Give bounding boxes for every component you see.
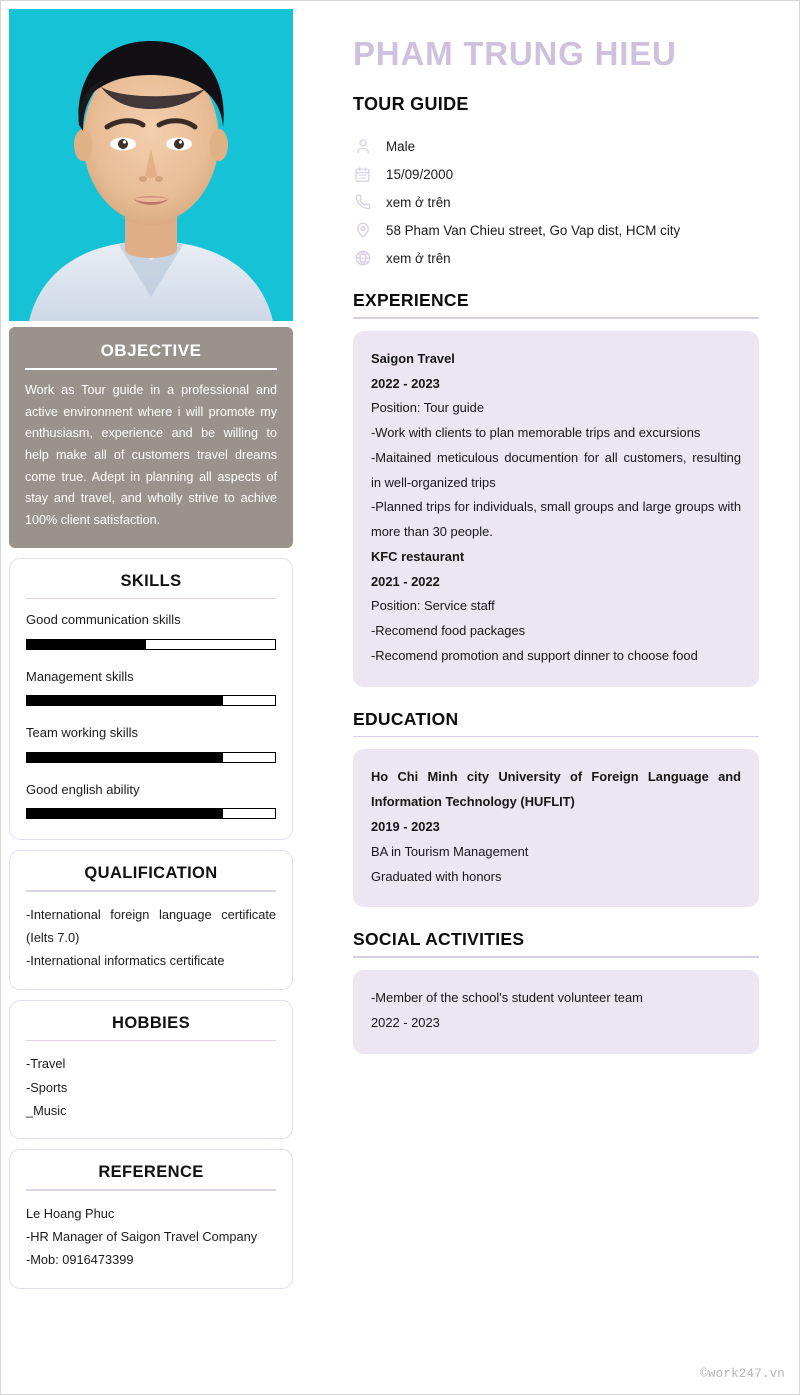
skill-progress-bar <box>26 808 276 819</box>
skill-progress-fill <box>27 809 223 818</box>
education-line: 2019 - 2023 <box>371 819 440 835</box>
qualification-line: -International foreign language certificate (Ielts 7.0) <box>26 906 276 946</box>
skill-progress-fill <box>27 640 146 649</box>
experience-line: -Work with clients to plan memorable trips and excursions <box>371 425 701 441</box>
qualification-line: -International informatics certificate <box>26 953 225 969</box>
hobbies-divider <box>26 1040 276 1042</box>
reference-divider <box>26 1189 276 1191</box>
experience-card <box>353 331 759 687</box>
skill-progress-bar <box>26 639 276 650</box>
education-divider <box>353 736 759 738</box>
social-activities-title: SOCIAL ACTIVITIES <box>353 929 525 950</box>
contact-row-address <box>353 221 759 240</box>
experience-line: Position: Service staff <box>371 598 495 614</box>
portrait-photo <box>9 9 293 321</box>
social-activities-card <box>353 970 759 1054</box>
experience-section <box>353 290 759 687</box>
experience-line: -Recomend food packages <box>371 623 526 639</box>
experience-line: 2021 - 2022 <box>371 573 440 589</box>
experience-line: -Recomend promotion and support dinner to choose food <box>371 647 698 663</box>
contact-row-phone[interactable] <box>353 193 759 212</box>
objective-text: Work as Tour guide in a professional and active environment where i will promote my enthusiasm, experience and be willing to help make all of customers travel dreams come true. Adept in planning all aspects of stay and travel, and wholly strive to achive 100% client satisfaction. <box>25 383 277 527</box>
education-line: Graduated with honors <box>371 868 502 884</box>
skill-label: Team working skills <box>26 725 138 741</box>
qualification-divider <box>26 890 276 892</box>
objective-divider <box>25 368 277 370</box>
calendar-icon <box>353 165 372 184</box>
skills-divider <box>26 598 276 600</box>
contact-row-gender <box>353 137 759 156</box>
sidebar <box>1 1 301 1289</box>
skill-progress-bar <box>26 695 276 706</box>
qualification-title: QUALIFICATION <box>84 864 218 883</box>
skills-section <box>9 558 293 841</box>
hobby-item: _Music <box>26 1102 67 1118</box>
experience-line: -Planned trips for individuals, small groups and large groups with more than 30 people. <box>371 499 741 540</box>
skill-progress-fill <box>27 696 223 705</box>
skills-title: SKILLS <box>120 571 182 590</box>
contact-value: xem ở trên <box>386 194 451 210</box>
reference-section <box>9 1149 293 1288</box>
social-activities-line: -Member of the school's student volunteer team <box>371 990 643 1006</box>
globe-icon <box>353 249 372 268</box>
contact-value: 58 Pham Van Chieu street, Go Vap dist, HCM city <box>386 222 681 238</box>
experience-line: KFC restaurant <box>371 548 465 564</box>
hobby-item: -Sports <box>26 1079 68 1095</box>
education-line: Ho Chi Minh city University of Foreign Language and Information Technology (HUFLIT) <box>371 769 741 810</box>
objective-section <box>9 327 293 548</box>
skill-item <box>26 667 276 707</box>
skill-progress-fill <box>27 753 223 762</box>
experience-divider <box>353 317 759 319</box>
social-activities-section <box>353 929 759 1053</box>
experience-line: Saigon Travel <box>371 350 455 366</box>
qualification-section <box>9 850 293 989</box>
contact-row-website[interactable] <box>353 249 759 268</box>
skill-label: Good english ability <box>26 781 140 797</box>
page-title: PHAM TRUNG HIEU <box>353 35 677 72</box>
reference-line: -Mob: 0916473399 <box>26 1252 134 1268</box>
contact-row-birthdate <box>353 165 759 184</box>
social-activities-line: 2022 - 2023 <box>371 1014 440 1030</box>
skill-label: Good communication skills <box>26 612 181 628</box>
skill-item <box>26 780 276 820</box>
education-section <box>353 709 759 908</box>
job-title: TOUR GUIDE <box>353 93 469 114</box>
reference-line: Le Hoang Phuc <box>26 1205 115 1221</box>
skill-label: Management skills <box>26 668 134 684</box>
contact-value: Male <box>386 138 416 154</box>
objective-title: OBJECTIVE <box>100 341 202 360</box>
contact-info <box>353 137 759 268</box>
skill-item <box>26 723 276 763</box>
social-activities-divider <box>353 956 759 958</box>
hobbies-section <box>9 1000 293 1139</box>
experience-line: -Maitained meticulous documention for all customers, resulting in well-organized trips <box>371 449 741 490</box>
skill-progress-bar <box>26 752 276 763</box>
hobbies-title: HOBBIES <box>112 1013 190 1032</box>
reference-line: -HR Manager of Saigon Travel Company <box>26 1228 258 1244</box>
contact-value: 15/09/2000 <box>386 166 454 182</box>
experience-title: EXPERIENCE <box>353 289 469 310</box>
contact-value: xem ở trên <box>386 250 451 266</box>
education-card <box>353 749 759 907</box>
education-line: BA in Tourism Management <box>371 843 529 859</box>
location-icon <box>353 221 372 240</box>
reference-title: REFERENCE <box>98 1163 204 1182</box>
education-title: EDUCATION <box>353 708 459 729</box>
main-content <box>301 1 799 1054</box>
experience-line: 2022 - 2023 <box>371 375 440 391</box>
experience-line: Position: Tour guide <box>371 400 484 416</box>
phone-icon <box>353 193 372 212</box>
hobby-item: -Travel <box>26 1056 66 1072</box>
watermark: ©work247.vn <box>700 1367 785 1381</box>
skill-item <box>26 610 276 650</box>
person-icon <box>353 137 372 156</box>
avatar <box>9 9 293 321</box>
